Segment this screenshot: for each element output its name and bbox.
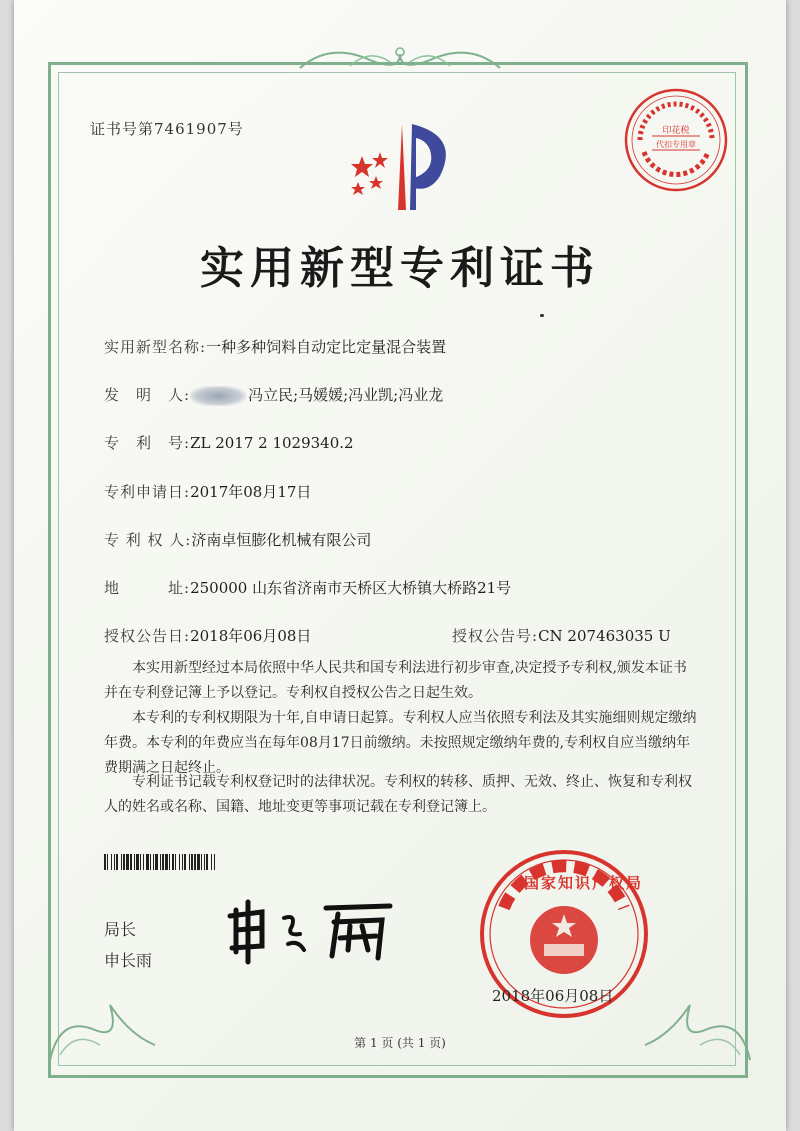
field-inventors	[104, 384, 443, 406]
paragraph-term-and-fees: 本专利的专利权期限为十年,自申请日起算。专利权人应当依照专利法及其实施细则规定缴纳年费。本专利的年费应当在每年08月17日前缴纳。未按照规定缴纳年费的,专利权自应当缴纳年费期满之日起终止。	[104, 710, 697, 776]
bottom-right-ornament-icon	[640, 975, 760, 1065]
field-grant-number	[452, 625, 671, 646]
field-value: 2018年06月08日	[190, 627, 312, 645]
field-label: 专利申请日:	[104, 483, 191, 501]
barcode-bar	[215, 854, 216, 870]
field-application-date	[104, 481, 311, 502]
director-title: 局长	[104, 920, 137, 939]
field-grant-date	[104, 625, 311, 646]
redacted-name	[190, 386, 246, 406]
field-label: 专 利 号:	[104, 434, 191, 452]
svg-text:代扣专用章: 代扣专用章	[656, 140, 696, 149]
field-value: 济南卓恒膨化机械有限公司	[191, 531, 372, 549]
field-value: 2017年08月17日	[190, 483, 312, 501]
paragraph-grant-notice: 本实用新型经过本局依照中华人民共和国专利法进行初步审查,决定授予专利权,颁发本证书并在专利登记簿上予以登记。专利权自授权公告之日起生效。	[104, 660, 687, 701]
seal-text: 国家知识产权局	[524, 874, 644, 892]
field-utility-model-name	[104, 336, 446, 357]
paragraph-legal-status: 专利证书记载专利权登记时的法律状况。专利权的转移、质押、无效、终止、恢复和专利权人的姓名或名称、国籍、地址变更等事项记载在专利登记簿上。	[104, 774, 692, 815]
field-value: 250000 山东省济南市天桥区大桥镇大桥路21号	[190, 579, 512, 597]
field-value: CN 207463035 U	[538, 627, 671, 645]
bottom-left-ornament-icon	[40, 975, 160, 1065]
issue-date: 2018年06月08日	[492, 987, 614, 1005]
director-name: 申长雨	[104, 951, 153, 970]
field-label: 授权公告号:	[452, 627, 539, 645]
director-signature-icon	[222, 896, 402, 966]
top-ornament-icon	[290, 40, 510, 74]
field-label: 专 利 权 人:	[104, 531, 192, 549]
ink-dot	[540, 314, 544, 317]
field-label: 地 址:	[104, 579, 191, 597]
field-label: 授权公告日:	[104, 627, 191, 645]
field-patent-number	[104, 432, 354, 453]
field-address	[104, 577, 511, 598]
certificate-title: 实用新型专利证书	[200, 243, 600, 294]
field-patentee	[104, 529, 371, 550]
field-label: 实用新型名称:	[104, 338, 207, 356]
field-value: 一种多种饲料自动定比定量混合装置	[206, 338, 447, 356]
barcode	[104, 854, 400, 870]
field-label: 发 明 人:	[104, 386, 191, 404]
tax-stamp-seal-icon	[622, 86, 730, 194]
field-value: ZL 2017 2 1029340.2	[190, 434, 354, 452]
page-footer: 第 1 页 (共 1 页)	[354, 1036, 446, 1050]
field-value: 冯立民;马媛媛;冯业凯;冯业龙	[248, 386, 444, 404]
svg-text:印花税: 印花税	[662, 126, 690, 136]
certificate-number: 证书号第7461907号	[90, 120, 244, 138]
patent-office-logo-icon	[340, 118, 470, 218]
